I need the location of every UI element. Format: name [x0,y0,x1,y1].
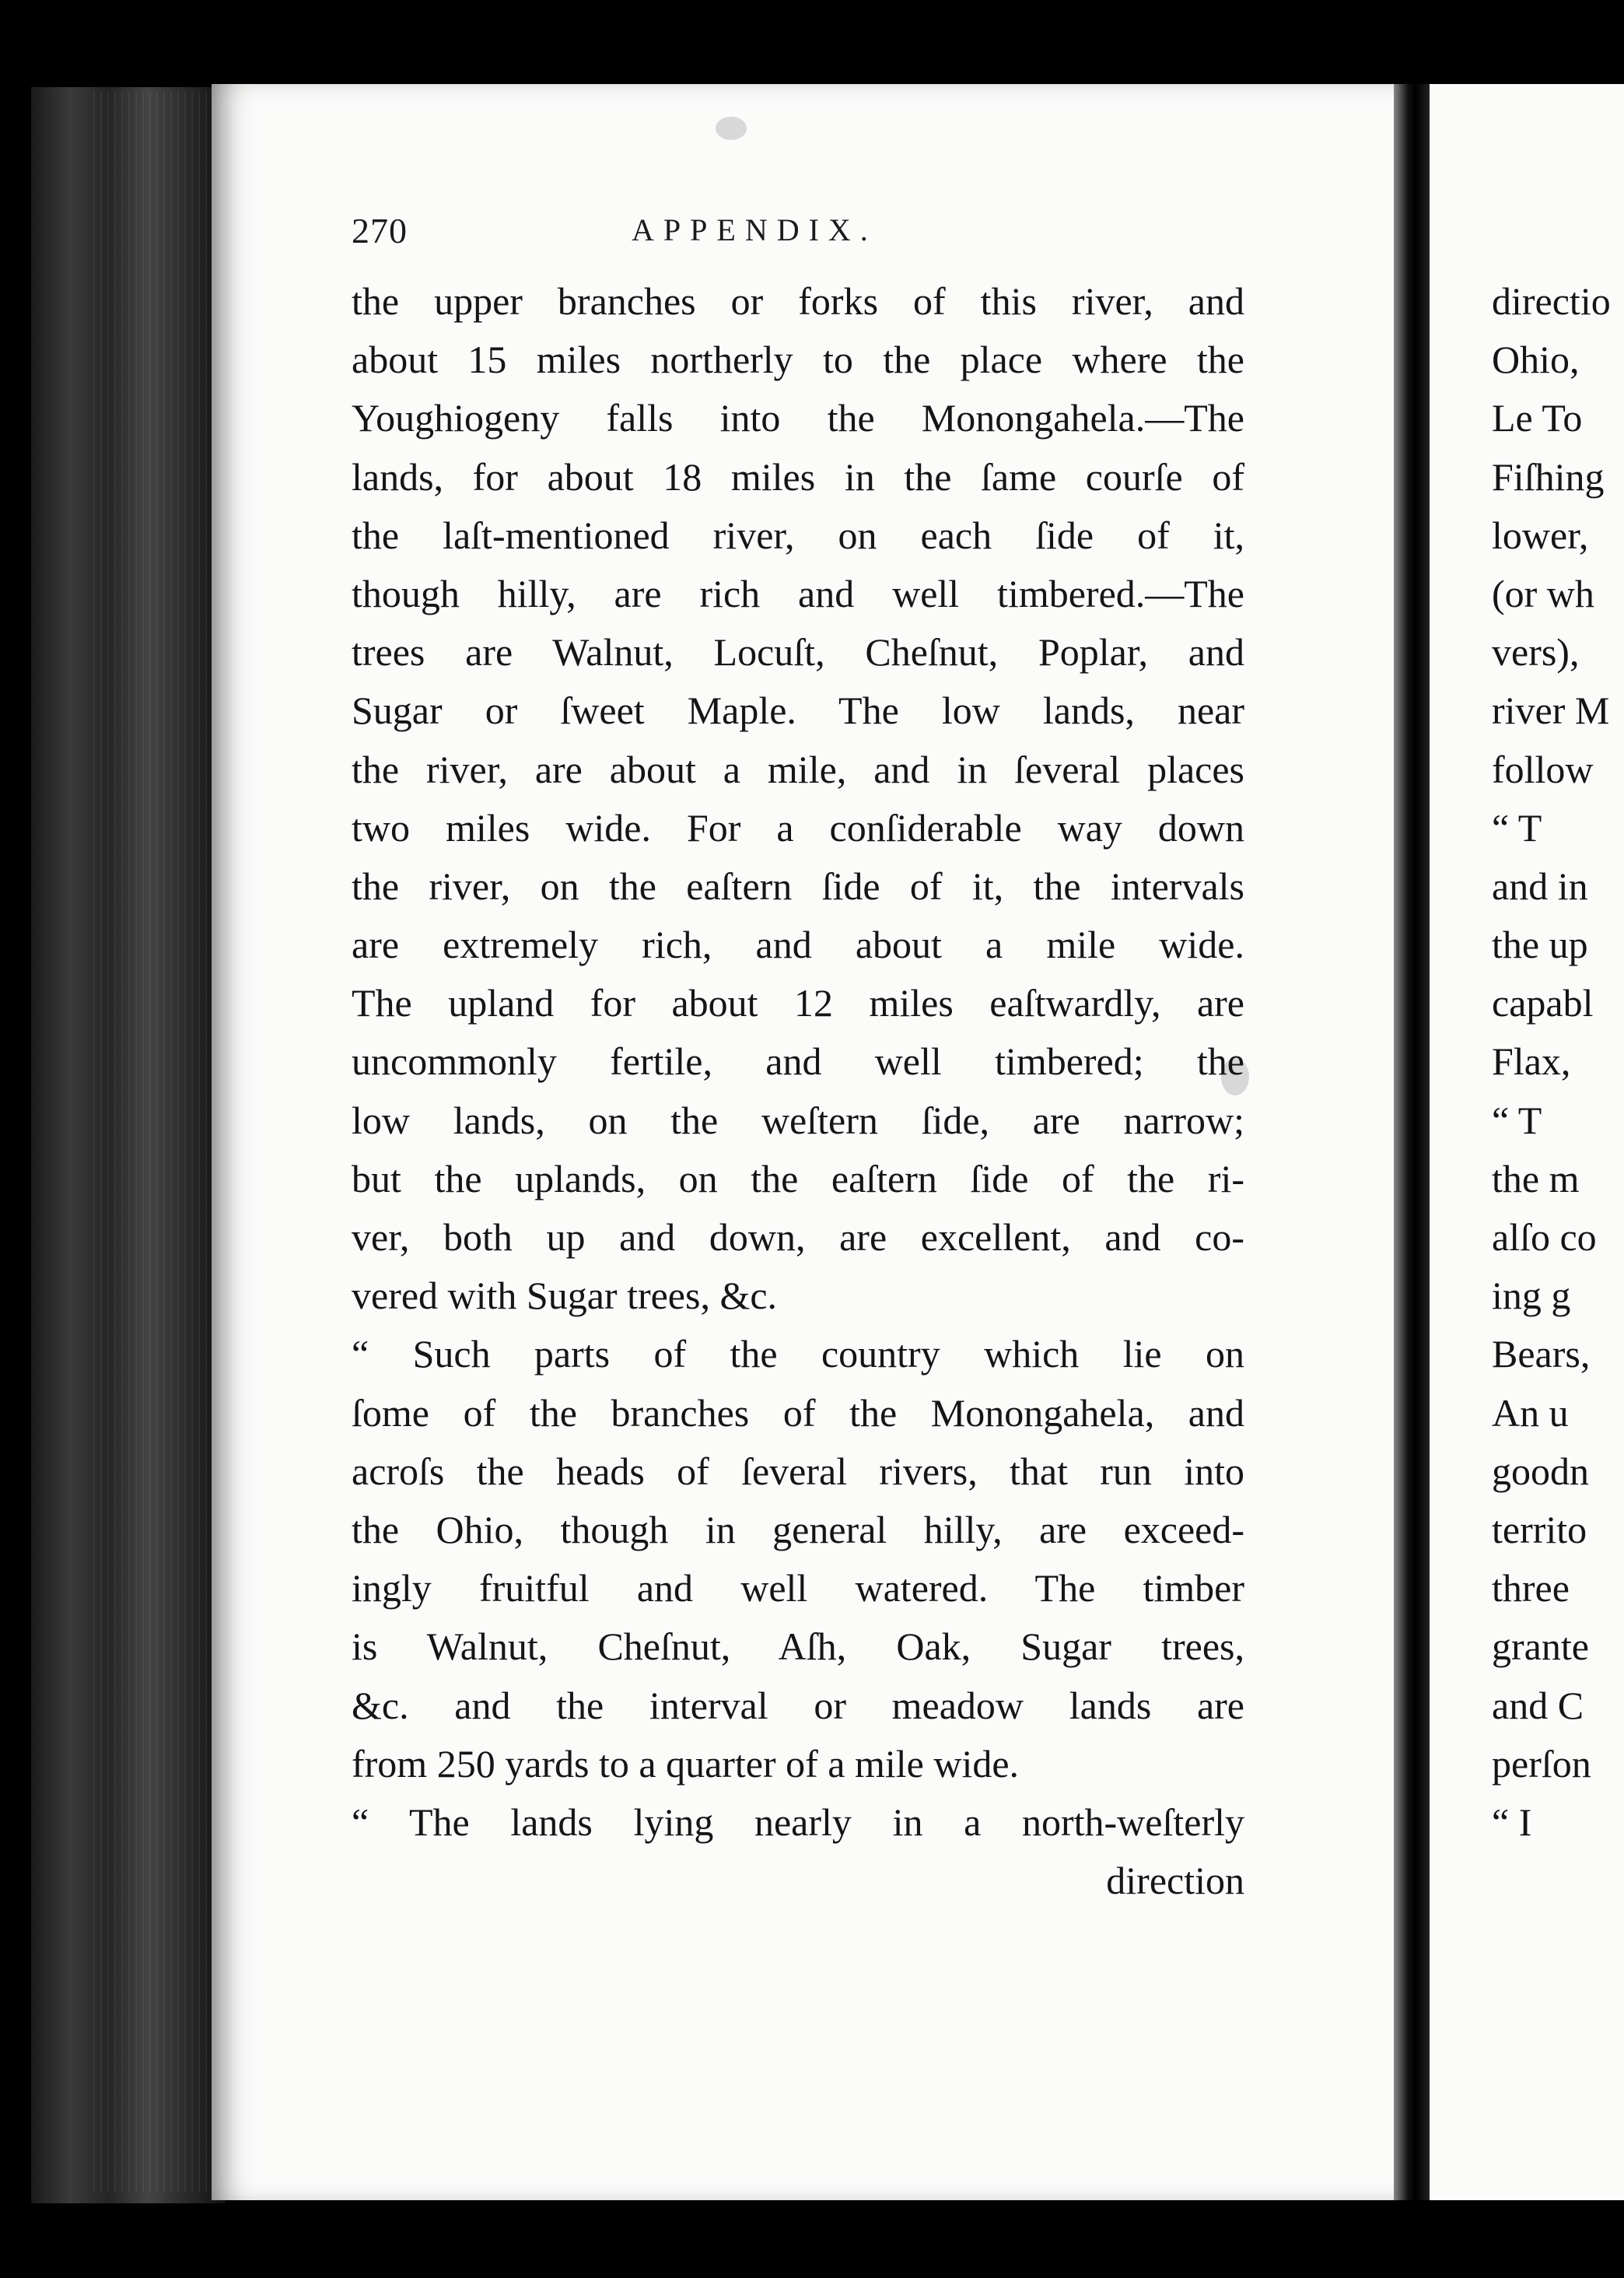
text-line: “ Such parts of the country which lie on [352,1332,1244,1376]
text-line: are extremely rich, and about a mile wide. [352,923,1244,967]
text-line: two miles wide. For a conſiderable way down [352,805,1244,850]
text-line: grante [1492,1624,1589,1669]
text-line: lower, [1492,513,1589,557]
text-line: uncommonly fertile, and well timbered; the [352,1039,1244,1084]
text-line: goodn [1492,1449,1589,1493]
text-line: ing g [1492,1274,1571,1318]
text-line: river M [1492,689,1610,733]
text-line: Youghiogeny falls into the Monongahela.—The [352,396,1244,440]
text-line: “ I [1492,1800,1532,1844]
text-line: ſome of the branches of the Monongahela, and [352,1390,1244,1435]
text-line: Fiſhing [1492,454,1605,499]
text-line: the m [1492,1156,1580,1200]
text-line: alſo co [1492,1215,1597,1259]
text-line: ver, both up and down, are excellent, and co- [352,1215,1244,1259]
page-gutter [1394,84,1430,2200]
text-line: the river, are about a mile, and in ſeveral places [352,747,1244,791]
text-line: vers), [1492,630,1580,675]
text-line: about 15 miles northerly to the place where the [352,338,1244,382]
text-line: though hilly, are rich and well timbered.—The [352,571,1244,615]
text-line: Le To [1492,396,1583,440]
text-line: follow [1492,747,1594,791]
text-line: directio [1492,279,1611,323]
text-line: from 250 yards to a quarter of a mile wide. [352,1741,1020,1786]
text-line: acroſs the heads of ſeveral rivers, that run into [352,1449,1244,1493]
text-line: the upper branches or forks of this river, and [352,279,1244,323]
text-line: Flax, [1492,1039,1571,1084]
text-line: three [1492,1566,1570,1610]
text-line: &c. and the interval or meadow lands are [352,1683,1244,1727]
text-line: territo [1492,1507,1587,1551]
text-line: perſon [1492,1741,1591,1786]
running-head [352,210,989,257]
text-line: and C [1492,1683,1584,1727]
catchword: direction [1106,1859,1244,1903]
text-line: trees are Walnut, Locuſt, Cheſnut, Poplar, and [352,630,1244,675]
text-line: Sugar or ſweet Maple. The low lands, near [352,689,1244,733]
header-title: APPENDIX. [632,212,877,247]
text-line: Ohio, [1492,338,1580,382]
text-line: capabl [1492,981,1594,1025]
text-line: ingly fruitful and well watered. The timber [352,1566,1244,1610]
text-line: An u [1492,1390,1569,1435]
text-line: the laſt-mentioned river, on each ſide of it, [352,513,1244,557]
text-line: lands, for about 18 miles in the ſame courſe of [352,454,1244,499]
text-line: the Ohio, though in general hilly, are exceed- [352,1507,1244,1551]
text-line: The upland for about 12 miles eaſtwardly, are [352,981,1244,1025]
page-smudge [716,117,747,140]
text-line: (or wh [1492,571,1594,615]
text-line: the up [1492,923,1588,967]
text-line: is Walnut, Cheſnut, Aſh, Oak, Sugar trees, [352,1624,1244,1669]
text-line: “ The lands lying nearly in a north-weſterly [352,1800,1244,1844]
text-line: Bears, [1492,1332,1591,1376]
left-page-text [352,272,1244,1910]
text-line: but the uplands, on the eaſtern ſide of the ri- [352,1156,1244,1200]
text-line: “ T [1492,1098,1542,1142]
text-line: vered with Sugar trees, &c. [352,1274,778,1318]
text-line: “ T [1492,805,1542,850]
text-line: and in [1492,864,1588,908]
page-number: 270 [352,211,408,251]
spine-page-edges [93,92,210,2192]
text-line: the river, on the eaſtern ſide of it, the intervals [352,864,1244,908]
right-page-text [1492,272,1624,1852]
text-line: low lands, on the weſtern ſide, are narrow; [352,1098,1244,1142]
